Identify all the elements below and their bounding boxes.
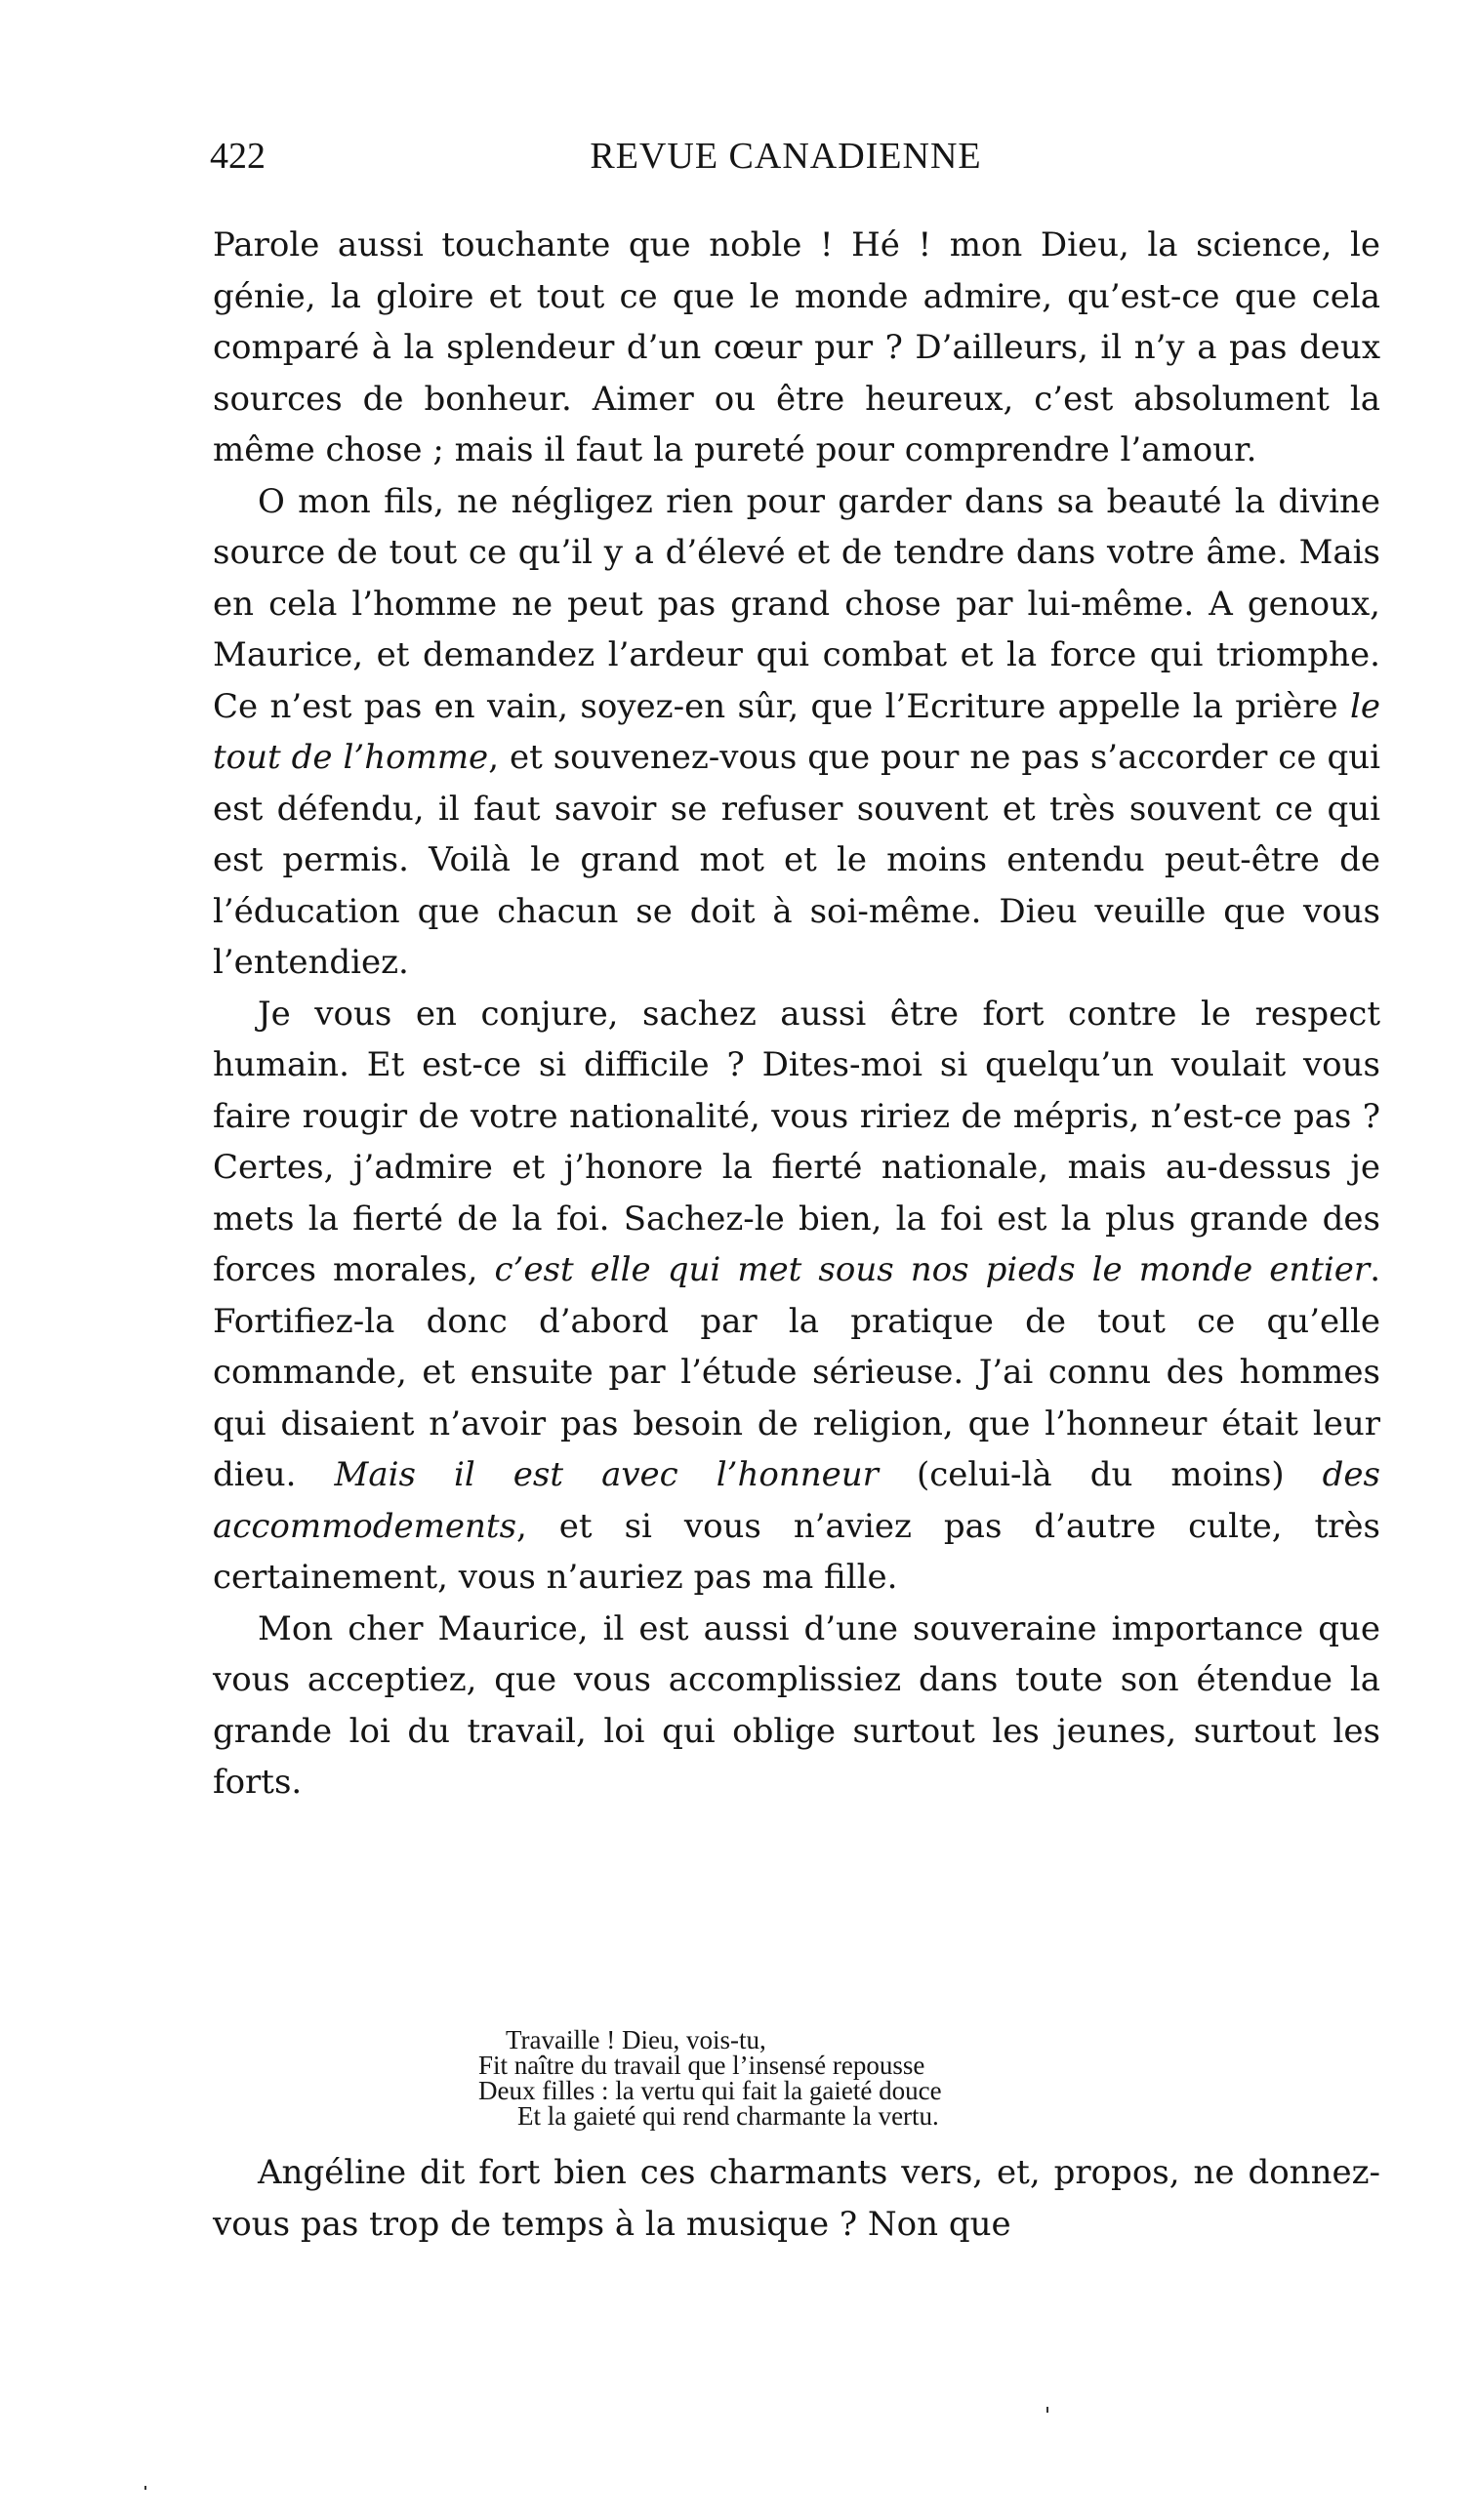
text-run: Mon cher Maurice, il est aussi d’une souveraine importance que vous acceptiez, que vous accomplissiez dans toute son étendue la grande loi du travail, loi qui oblige surtout les jeunes, surtout les forts.: [213, 1608, 1380, 1802]
italic-text: Mais il est avec l’honneur: [334, 1455, 879, 1494]
poem-quote: [478, 2027, 1162, 2129]
text-run: , et si vous n’aviez pas d’autre culte, très certainement, vous n’auriez pas ma fille.: [213, 1506, 1380, 1597]
running-title: REVUE CANADIENNE: [590, 136, 982, 177]
paragraph: [213, 476, 1380, 989]
poem-line: Deux filles : la vertu qui fait la gaieté douce: [478, 2076, 942, 2105]
text-run: Je vous en conjure, sachez aussi être fort contre le respect humain. Et est-ce si difficile ? Dites-moi si quelqu’un voulait vous faire rougir de votre nationalité, vous ririez de mépris, n’est-ce pas ? Certes, j’admire et j’honore la fierté nationale, mais au-dessus je mets la fierté de la foi. Sachez-le bien, la foi est la plus grande des forces morales,: [213, 994, 1380, 1289]
text-run: Parole aussi touchante que noble ! Hé ! mon Dieu, la science, le génie, la gloire et tout ce que le monde admire, qu’est-ce que cela comparé à la splendeur d’un cœur pur ? D’ailleurs, il n’y a pas deux sources de bonheur. Aimer ou être heureux, c’est absolument la même chose ; mais il faut la pureté pour comprendre l’amour.: [213, 225, 1380, 469]
italic-text: le tout de l’homme: [213, 686, 1380, 777]
poem-line: Et la gaieté qui rend charmante la vertu.: [517, 2101, 939, 2131]
print-speck: [144, 2486, 146, 2490]
text-run: O mon fils, ne négligez rien pour garder dans sa beauté la divine source de tout ce qu’il y a d’élevé et de tendre dans votre âme. Mais en cela l’homme ne peut pas grand chose par lui-même. A genoux, Maurice, et demandez l’ardeur qui combat et la force qui triomphe. Ce n’est pas en vain, soyez-en sûr, que l’Ecriture appelle la prière: [213, 481, 1380, 726]
poem-line: Travaille ! Dieu, vois-tu,: [506, 2025, 766, 2054]
text-run: , et souvenez-vous que pour ne pas s’accorder ce qui est défendu, il faut savoir se refuser souvent et très souvent ce qui est permis. Voilà le grand mot et le moins entendu peut-être de l’éducation que chacun se doit à soi-même. Dieu veuille que vous l’entendiez.: [213, 738, 1380, 982]
paragraph: [213, 220, 1380, 476]
closing-paragraph: Angéline dit fort bien ces charmants vers, et, propos, ne donnez-vous pas trop de temps à la musique ? Non que: [213, 2153, 1380, 2244]
paragraph: [213, 989, 1380, 1604]
closing-text: [213, 2147, 1380, 2250]
page-number: 422: [210, 136, 266, 177]
paragraph: [213, 1604, 1380, 1809]
print-speck: [1046, 2407, 1048, 2413]
italic-text: c’est elle qui met sous nos pieds le monde entier: [494, 1250, 1371, 1289]
text-run: (celui-là du moins): [878, 1455, 1323, 1494]
poem-line: Fit naître du travail que l’insensé repousse: [478, 2051, 925, 2080]
italic-text: des accommodements: [213, 1455, 1381, 1546]
body-text: [213, 220, 1380, 1809]
text-run: . Fortifiez-la donc d’abord par la pratique de tout ce qu’elle commande, et ensuite par l’étude sérieuse. J’ai connu des hommes qui disaient n’avoir pas besoin de religion, que l’honneur était leur dieu.: [213, 1250, 1380, 1494]
page-header: [210, 135, 1381, 183]
